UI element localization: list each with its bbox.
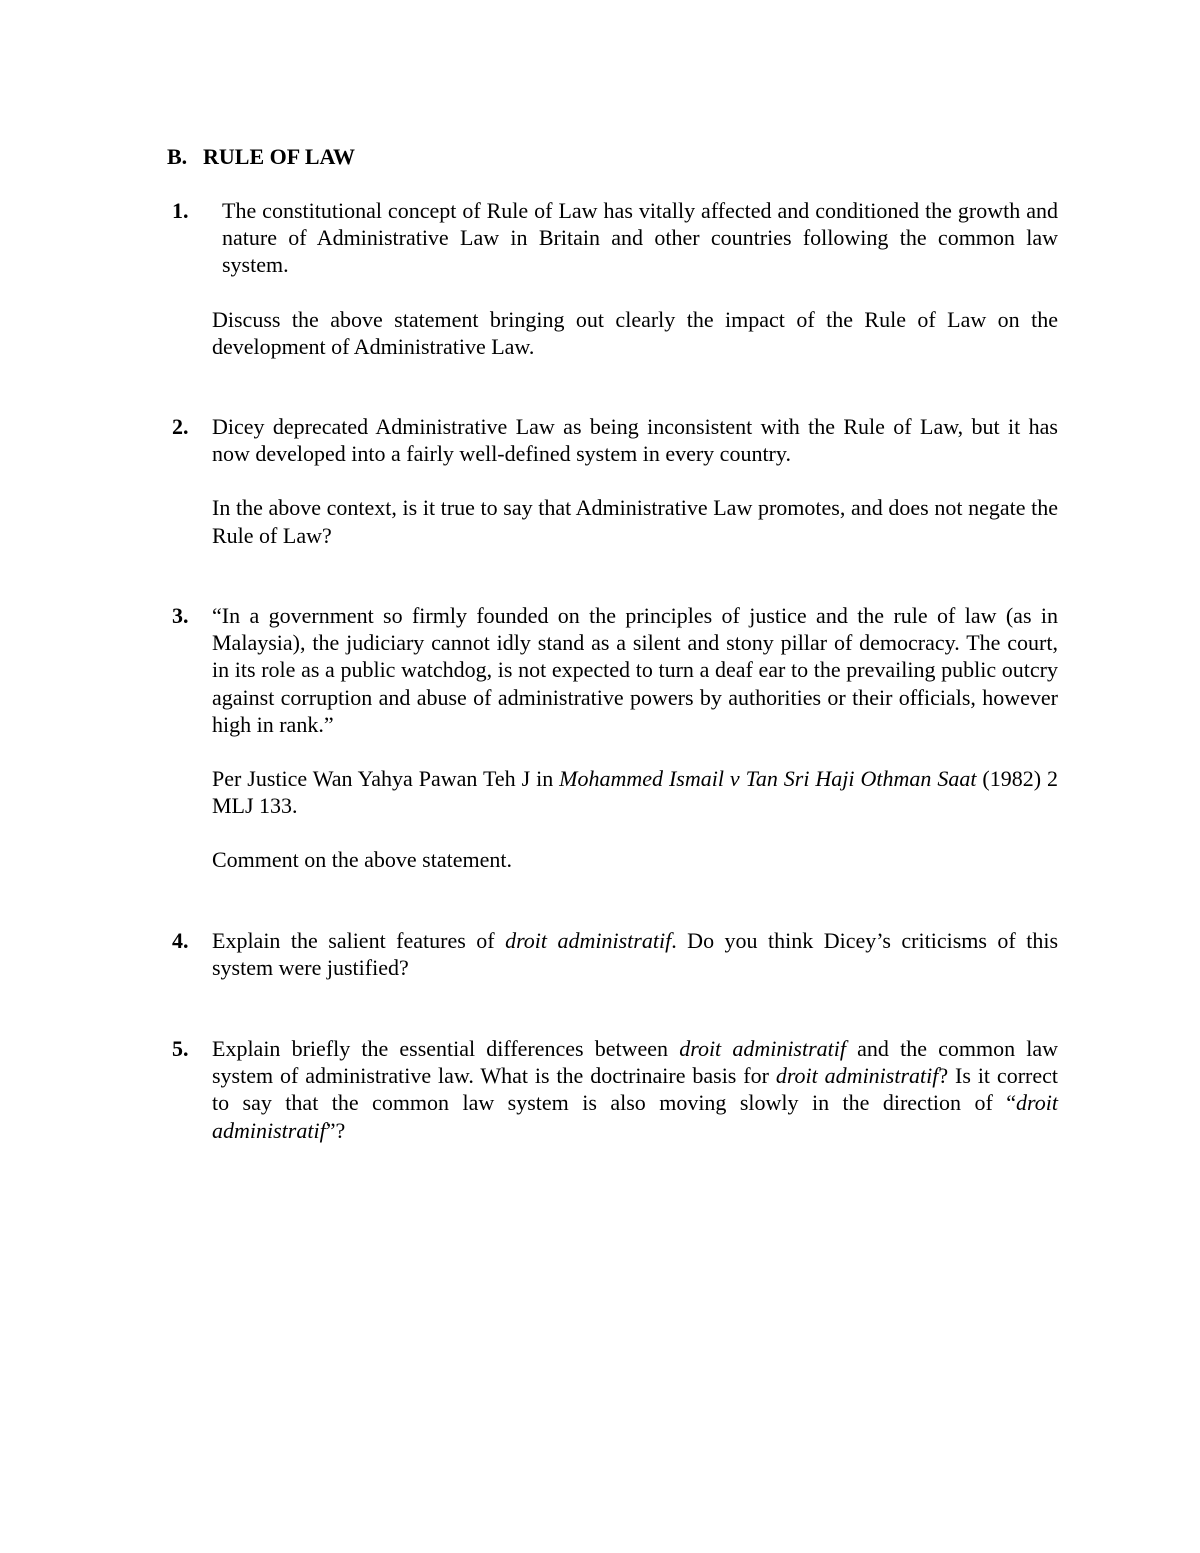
italic-term: droit administratif xyxy=(505,928,672,953)
quotation: “In a government so firmly founded on the principles of justice and the rule of law (as in Malaysia), the judiciary cannot idly stand as a silent and stony pillar of democracy. The court, in its role as a public watchdog, is not expected to turn a deaf ear to the prevailing public outcry against corruption and abuse of administrative powers by authorities or their officials, however high in rank.” xyxy=(212,603,1058,737)
question-body xyxy=(212,413,1058,549)
question-number: 5. xyxy=(172,1036,189,1061)
question-instruction: Comment on the above statement. xyxy=(212,847,512,873)
text-segment: Explain the salient features of xyxy=(212,928,506,953)
question-text xyxy=(212,1035,1058,1144)
question-instruction: In the above context, is it true to say that Administrative Law promotes, and does not negate the Rule of Law? xyxy=(212,495,1058,548)
section-title: RULE OF LAW xyxy=(203,144,355,169)
question-1 xyxy=(172,197,1058,360)
question-2 xyxy=(172,413,1058,549)
text-segment: and the common law system of administrative law. What is the doctrinaire basis for xyxy=(212,1036,1059,1089)
section-heading xyxy=(167,143,355,170)
question-body xyxy=(212,197,1058,360)
italic-term: droit administratif xyxy=(212,1090,1058,1143)
question-number: 2. xyxy=(172,414,189,439)
question-text: Dicey deprecated Administrative Law as being inconsistent with the Rule of Law, but it has now developed into a fairly well-defined system in every country. xyxy=(212,414,1058,467)
question-body xyxy=(212,1035,1058,1144)
case-name: Mohammed Ismail v Tan Sri Haji Othman Saat xyxy=(559,766,977,792)
text-segment: ”? xyxy=(325,1117,346,1143)
question-text: The constitutional concept of Rule of Law has vitally affected and conditioned the growth and nature of Administrative Law in Britain and other countries following the common law system. xyxy=(222,198,1058,278)
question-5 xyxy=(172,1035,1058,1144)
citation-prefix: Per Justice Wan Yahya Pawan Teh J in xyxy=(212,766,560,792)
question-number: 4. xyxy=(172,928,189,953)
question-number: 1. xyxy=(172,198,189,223)
section-letter: B. xyxy=(167,144,188,169)
italic-term: droit administratif xyxy=(775,1063,939,1089)
text-segment: ? Is it correct to say that the common law system is also moving slowly in the direction of “ xyxy=(212,1063,1058,1116)
question-body xyxy=(212,927,1058,981)
text-segment: Explain briefly the essential differences between xyxy=(212,1036,680,1061)
question-3 xyxy=(172,602,1058,874)
text-segment: . Do you think Dicey’s criticisms of this system were justified? xyxy=(212,928,1059,981)
question-4 xyxy=(172,927,1058,981)
citation-suffix: (1982) 2 MLJ 133. xyxy=(212,766,1058,819)
question-text xyxy=(212,927,1058,981)
question-number: 3. xyxy=(172,603,189,628)
question-body xyxy=(212,602,1058,874)
citation xyxy=(212,765,1058,819)
question-instruction: Discuss the above statement bringing out clearly the impact of the Rule of Law on the development of Administrative Law. xyxy=(212,306,1058,359)
italic-term: droit administratif xyxy=(679,1036,847,1061)
